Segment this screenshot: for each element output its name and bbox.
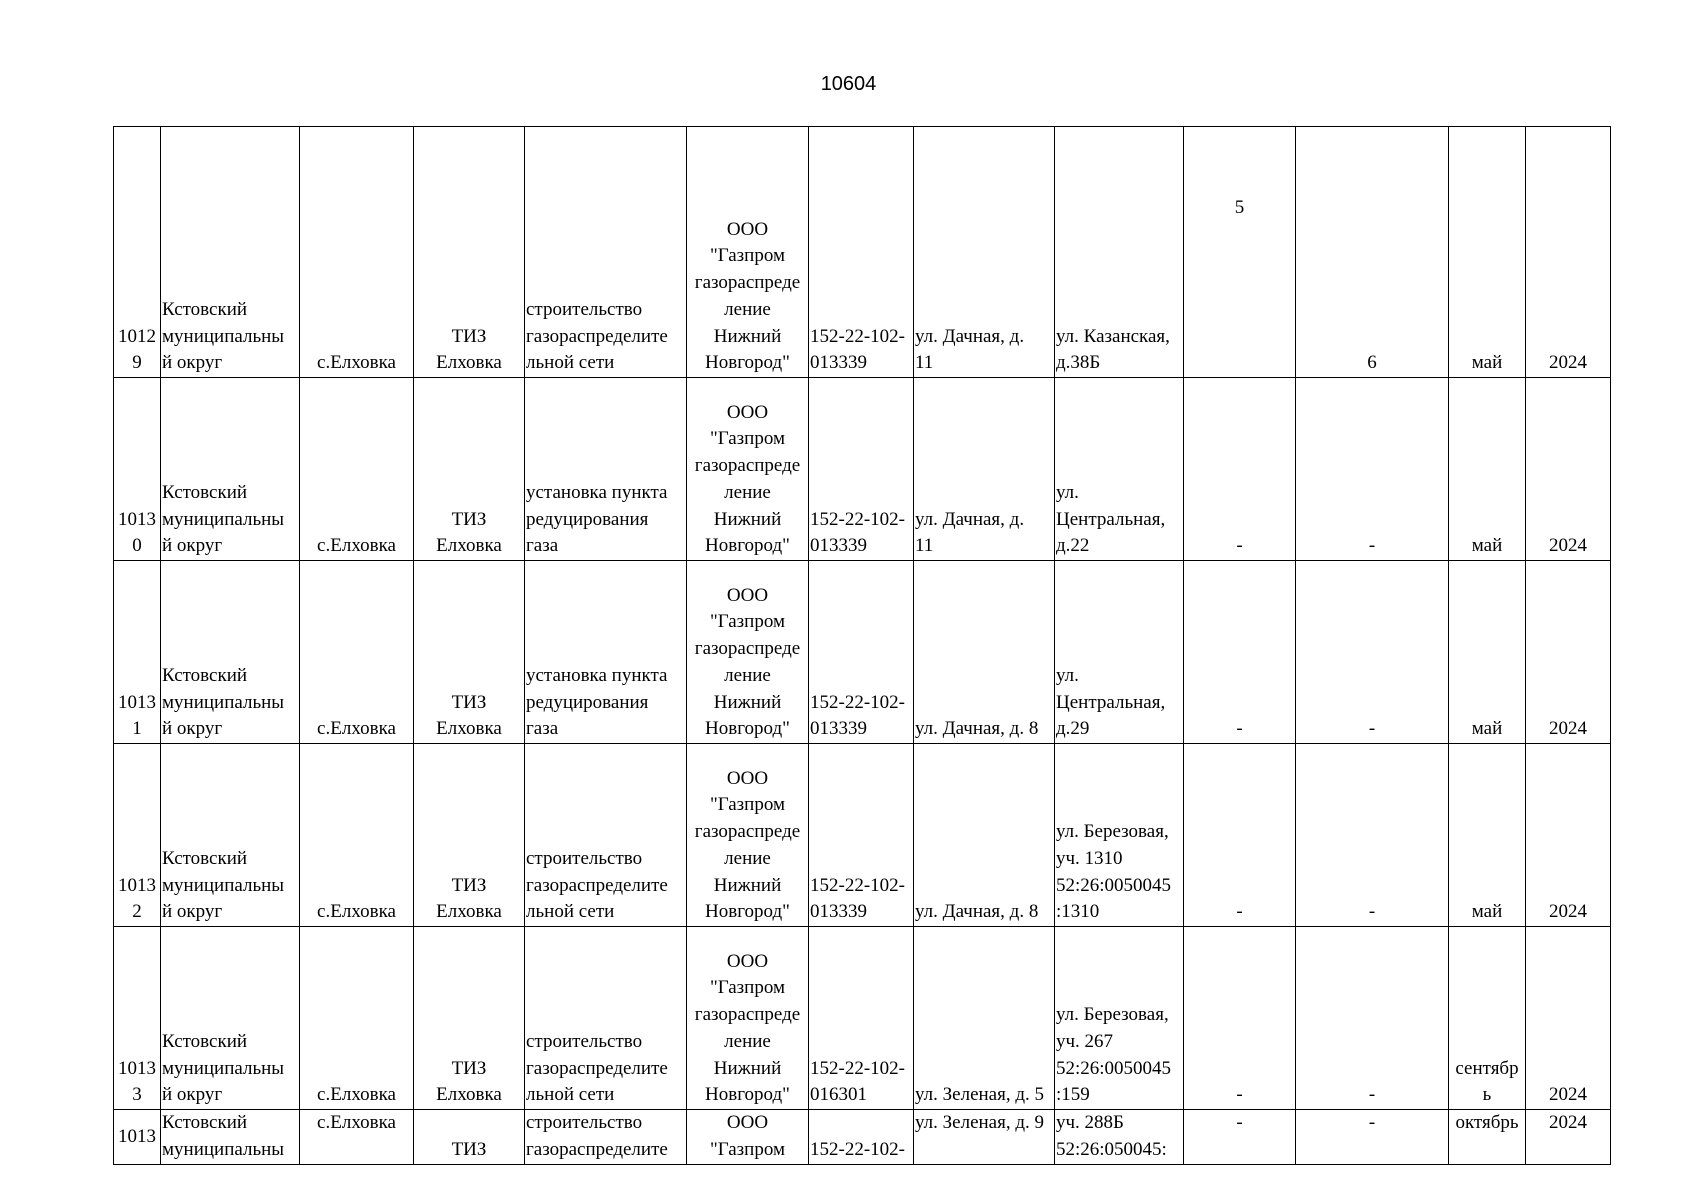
work-cell: строительство газораспределите — [525, 1110, 687, 1165]
code-cell: 152-22-102- 016301 — [809, 927, 914, 1110]
to-address-cell: ул. Центральная, д.22 — [1055, 378, 1184, 561]
table-body — [114, 127, 1611, 1165]
code-cell: 152-22-102- 013339 — [809, 561, 914, 744]
settlement-cell: с.Елховка — [300, 561, 414, 744]
table-row — [114, 127, 1611, 378]
value-2-cell: - — [1296, 927, 1449, 1110]
area-cell: ТИЗ Елховка — [414, 927, 525, 1110]
table-row — [114, 561, 1611, 744]
area-cell: ТИЗ Елховка — [414, 127, 525, 378]
value-1-cell: - — [1184, 1110, 1296, 1165]
organization-cell: ООО "Газпром газораспреде ление Нижний Новгород" — [687, 744, 809, 927]
month-cell: октябрь — [1449, 1110, 1526, 1165]
code-cell: 152-22-102- — [809, 1110, 914, 1165]
value-2-cell: - — [1296, 1110, 1449, 1165]
row-id: 1013 2 — [114, 744, 161, 927]
from-address-cell: ул. Зеленая, д. 9 — [914, 1110, 1055, 1165]
row-id: 1013 1 — [114, 561, 161, 744]
district-cell: Кстовский муниципальны й округ — [161, 927, 300, 1110]
from-address-cell: ул. Дачная, д. 11 — [914, 378, 1055, 561]
settlement-cell: с.Елховка — [300, 744, 414, 927]
organization-cell: ООО "Газпром — [687, 1110, 809, 1165]
district-cell: Кстовский муниципальны й округ — [161, 561, 300, 744]
value-1-cell: - — [1184, 378, 1296, 561]
row-id: 1013 0 — [114, 378, 161, 561]
value-1-cell: - — [1184, 927, 1296, 1110]
area-cell: ТИЗ Елховка — [414, 744, 525, 927]
value-1-cell: - — [1184, 744, 1296, 927]
value-1-cell: 5 — [1184, 127, 1296, 378]
value-2-cell: - — [1296, 561, 1449, 744]
row-id: 1013 3 — [114, 927, 161, 1110]
data-table — [113, 126, 1611, 1165]
organization-cell: ООО "Газпром газораспреде ление Нижний Новгород" — [687, 927, 809, 1110]
value-1-cell: - — [1184, 561, 1296, 744]
district-cell: Кстовский муниципальны й округ — [161, 744, 300, 927]
value-2-cell: 6 — [1296, 127, 1449, 378]
row-id: 1012 9 — [114, 127, 161, 378]
value-2-cell: - — [1296, 378, 1449, 561]
table-row — [114, 744, 1611, 927]
work-cell: строительство газораспределите льной сети — [525, 127, 687, 378]
code-cell: 152-22-102- 013339 — [809, 744, 914, 927]
to-address-cell: ул. Березовая, уч. 1310 52:26:0050045 :1310 — [1055, 744, 1184, 927]
district-cell: Кстовский муниципальны — [161, 1110, 300, 1165]
year-cell: 2024 — [1526, 927, 1611, 1110]
table-row — [114, 927, 1611, 1110]
organization-cell: ООО "Газпром газораспреде ление Нижний Новгород" — [687, 127, 809, 378]
table-row — [114, 1110, 1611, 1165]
work-cell: строительство газораспределите льной сети — [525, 927, 687, 1110]
year-cell: 2024 — [1526, 561, 1611, 744]
from-address-cell: ул. Дачная, д. 11 — [914, 127, 1055, 378]
to-address-cell: ул. Казанская, д.38Б — [1055, 127, 1184, 378]
settlement-cell: с.Елховка — [300, 378, 414, 561]
area-cell: ТИЗ Елховка — [414, 378, 525, 561]
month-cell: сентябр ь — [1449, 927, 1526, 1110]
settlement-cell: с.Елховка — [300, 1110, 414, 1165]
to-address-cell: ул. Березовая, уч. 267 52:26:0050045 :159 — [1055, 927, 1184, 1110]
year-cell: 2024 — [1526, 127, 1611, 378]
settlement-cell: с.Елховка — [300, 927, 414, 1110]
value-2-cell: - — [1296, 744, 1449, 927]
year-cell: 2024 — [1526, 1110, 1611, 1165]
month-cell: май — [1449, 127, 1526, 378]
district-cell: Кстовский муниципальны й округ — [161, 127, 300, 378]
table-row — [114, 378, 1611, 561]
year-cell: 2024 — [1526, 378, 1611, 561]
code-cell: 152-22-102- 013339 — [809, 127, 914, 378]
work-cell: установка пункта редуцирования газа — [525, 561, 687, 744]
month-cell: май — [1449, 378, 1526, 561]
work-cell: строительство газораспределите льной сети — [525, 744, 687, 927]
to-address-cell: ул. Центральная, д.29 — [1055, 561, 1184, 744]
to-address-cell: уч. 288Б 52:26:050045: — [1055, 1110, 1184, 1165]
page-number: 10604 — [820, 73, 877, 95]
month-cell: май — [1449, 744, 1526, 927]
year-cell: 2024 — [1526, 744, 1611, 927]
area-cell: ТИЗ Елховка — [414, 561, 525, 744]
code-cell: 152-22-102- 013339 — [809, 378, 914, 561]
area-cell: ТИЗ — [414, 1110, 525, 1165]
from-address-cell: ул. Зеленая, д. 5 — [914, 927, 1055, 1110]
row-id: 1013 — [114, 1110, 161, 1165]
from-address-cell: ул. Дачная, д. 8 — [914, 561, 1055, 744]
month-cell: май — [1449, 561, 1526, 744]
from-address-cell: ул. Дачная, д. 8 — [914, 744, 1055, 927]
district-cell: Кстовский муниципальны й округ — [161, 378, 300, 561]
organization-cell: ООО "Газпром газораспреде ление Нижний Новгород" — [687, 561, 809, 744]
work-cell: установка пункта редуцирования газа — [525, 378, 687, 561]
organization-cell: ООО "Газпром газораспреде ление Нижний Новгород" — [687, 378, 809, 561]
settlement-cell: с.Елховка — [300, 127, 414, 378]
